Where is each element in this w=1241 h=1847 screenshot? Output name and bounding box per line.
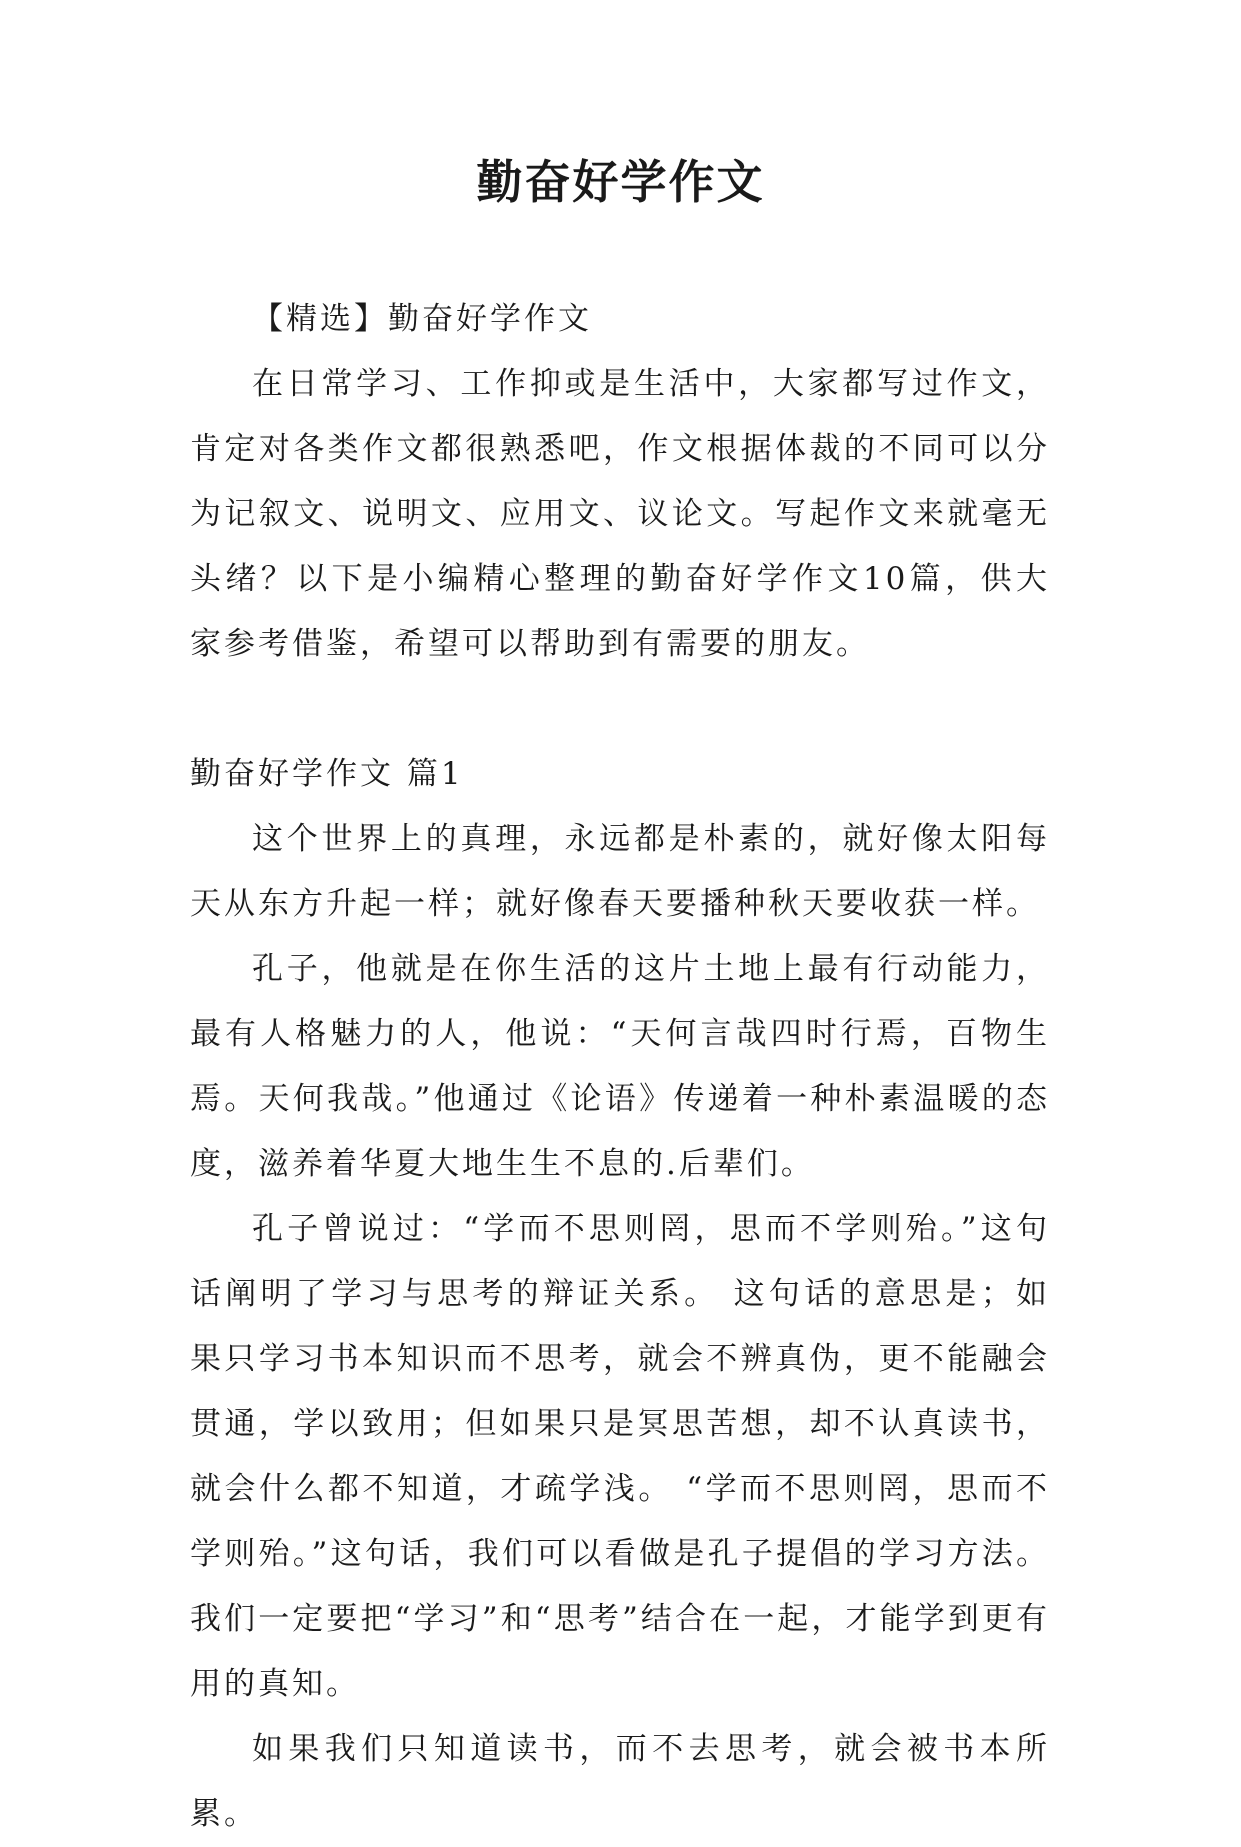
intro-heading: 【精选】勤奋好学作文 [252,301,592,337]
section-heading: 勤奋好学作文 篇1 [190,756,464,792]
body-paragraph: 孔子曾说过：“学而不思则罔，思而不学则殆。”这句话阐明了学习与思考的辩证关系。 这句话的意思是；如果只学习书本知识而不思考，就会不辨真伪，更不能融会贯通，学以致用；但如果只是冥思苦想，却不认真读书，就会什么都不知道，才疏学浅。 “学而不思则罔，思而不学则殆。”这句话，我们可以看做是孔子提倡的学习方法。我们一定要把“学习”和“思考”结合在一起，才能学到更有用的真知。 [190,1211,1050,1702]
document-body [190,287,1050,1847]
document-title: 勤奋好学作文 [476,155,765,209]
intro-paragraph: 在日常学习、工作抑或是生活中，大家都写过作文，肯定对各类作文都很熟悉吧，作文根据体裁的不同可以分为记叙文、说明文、应用文、议论文。写起作文来就毫无头绪？以下是小编精心整理的勤奋好学作文10篇，供大家参考借鉴，希望可以帮助到有需要的朋友。 [190,366,1050,662]
section-spacer [190,677,1050,742]
body-paragraph: 孔子，他就是在你生活的这片土地上最有行动能力，最有人格魅力的人，他说：“天何言哉四时行焉，百物生焉。天何我哉。”他通过《论语》传递着一种朴素温暖的态度，滋养着华夏大地生生不息的.后辈们。 [190,951,1050,1182]
body-paragraph: 如果我们只知道读书，而不去思考，就会被书本所累。 [190,1731,1050,1832]
body-paragraph: 这个世界上的真理，永远都是朴素的，就好像太阳每天从东方升起一样；就好像春天要播种秋天要收获一样。 [190,821,1050,922]
